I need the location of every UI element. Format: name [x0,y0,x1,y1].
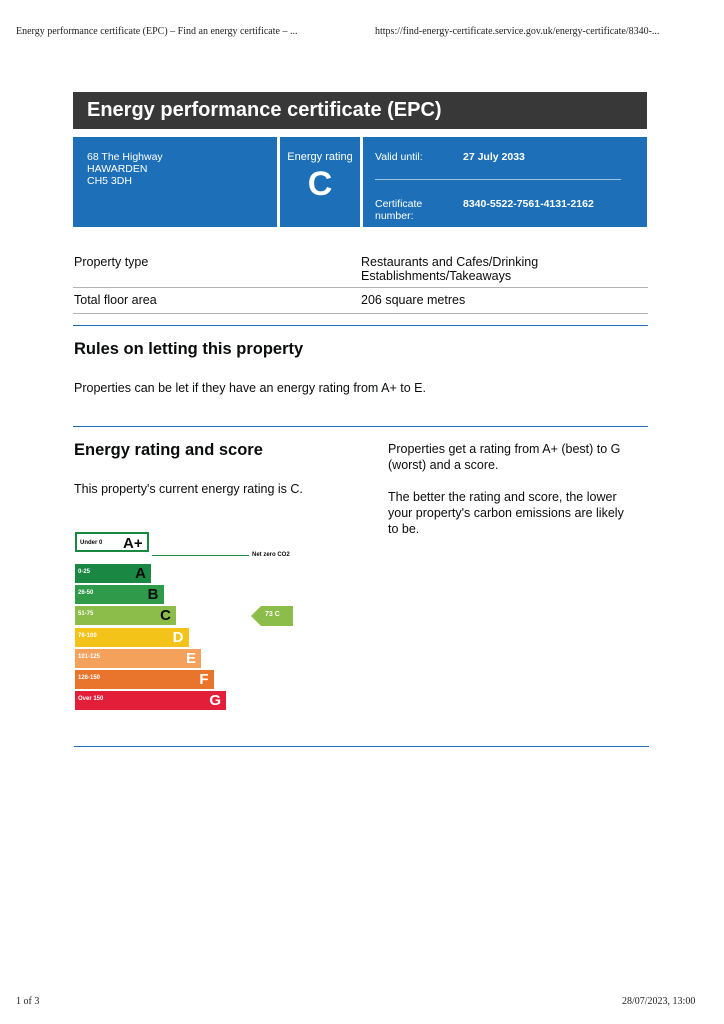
band-f [75,670,214,689]
info-divider [375,179,621,180]
current-rating-text-label: 73 C [265,611,280,618]
band-letter: A [135,565,146,582]
band-a-plus-letter: A+ [123,535,143,552]
address-line-3: CH5 3DH [87,175,132,187]
property-type-label: Property type [74,255,149,269]
band-letter: E [185,649,196,667]
rating-explanation-2a: The better the rating and score, the lower [388,490,617,504]
band-range: 26-50 [78,590,94,597]
certificate-info-box [363,137,647,227]
epc-title-bar [73,92,647,129]
floor-area-label: Total floor area [74,293,157,307]
divider [73,313,648,314]
address-box [73,137,277,227]
band-b [75,585,164,604]
energy-rating-box [280,137,360,227]
floor-area-value: 206 square metres [361,293,466,307]
rules-heading: Rules on letting this property [74,340,304,358]
certificate-number: 8340-5522-7561-4131-2162 [463,198,594,210]
band-letter: C [160,607,171,625]
section-divider [73,325,648,326]
certificate-label [375,198,422,222]
address-line-1: 68 The Highway [87,151,163,163]
band-a-plus-range: Under 0 [80,540,103,546]
rating-explanation-2b: your property's carbon emissions are likely [388,506,624,520]
band-range: Over 150 [78,696,104,703]
rating-explanation-2c: to be. [388,522,420,536]
address-line-2: HAWARDEN [87,163,148,175]
band-letter: D [172,628,184,646]
property-type-value-line-2: Establishments/Takeaways [361,269,512,283]
print-timestamp: 28/07/2023, 13:00 [622,996,696,1007]
valid-until-value: 27 July 2033 [463,151,525,163]
rules-text: Properties can be let if they have an energy rating from A+ to E. [74,381,426,395]
current-rating-text: This property's current energy rating is C. [74,482,303,496]
page-title: Energy performance certificate (EPC) [87,99,442,121]
band-letter: G [209,692,221,710]
certificate-label-line-1: Certificate [375,198,423,210]
band-a [75,564,151,583]
band-letter: B [147,586,159,604]
band-range: 0-25 [78,569,91,575]
band-range: 51-75 [78,611,94,618]
rating-explanation-1b: (worst) and a score. [388,458,499,472]
rating-explanation-2 [388,489,648,537]
band-c [75,606,176,625]
band-a-plus [75,532,149,552]
property-type-value [361,255,538,283]
energy-rating-heading: Energy rating and score [74,441,263,459]
rating-explanation-1a: Properties get a rating from A+ (best) to G [388,442,621,456]
band-range: 126-150 [78,675,101,681]
page-number: 1 of 3 [16,996,40,1007]
browser-page-title: Energy performance certificate (EPC) – Find an energy certificate – ... [16,26,298,37]
band-range: 76-100 [78,632,97,639]
band-letter: F [199,671,209,688]
browser-url[interactable]: https://find-energy-certificate.service.gov.uk/energy-certificate/8340-... [375,26,660,37]
band-e [75,649,201,668]
band-d [75,628,189,647]
valid-until-label: Valid until: [375,151,423,163]
energy-rating-label: Energy rating [287,151,353,163]
divider [73,287,648,288]
epc-rating-chart [74,531,304,716]
band-range: 101-125 [78,653,101,660]
rating-explanation-1 [388,441,648,473]
net-zero-label: Net zero CO2 [252,552,290,558]
current-rating-marker [251,606,293,626]
band-g [75,691,226,710]
net-zero-line [152,555,249,556]
section-divider [74,746,649,747]
energy-rating-letter: C [307,165,333,203]
certificate-label-line-2: number: [375,210,414,222]
property-type-value-line-1: Restaurants and Cafes/Drinking [361,255,539,269]
section-divider [73,426,648,427]
